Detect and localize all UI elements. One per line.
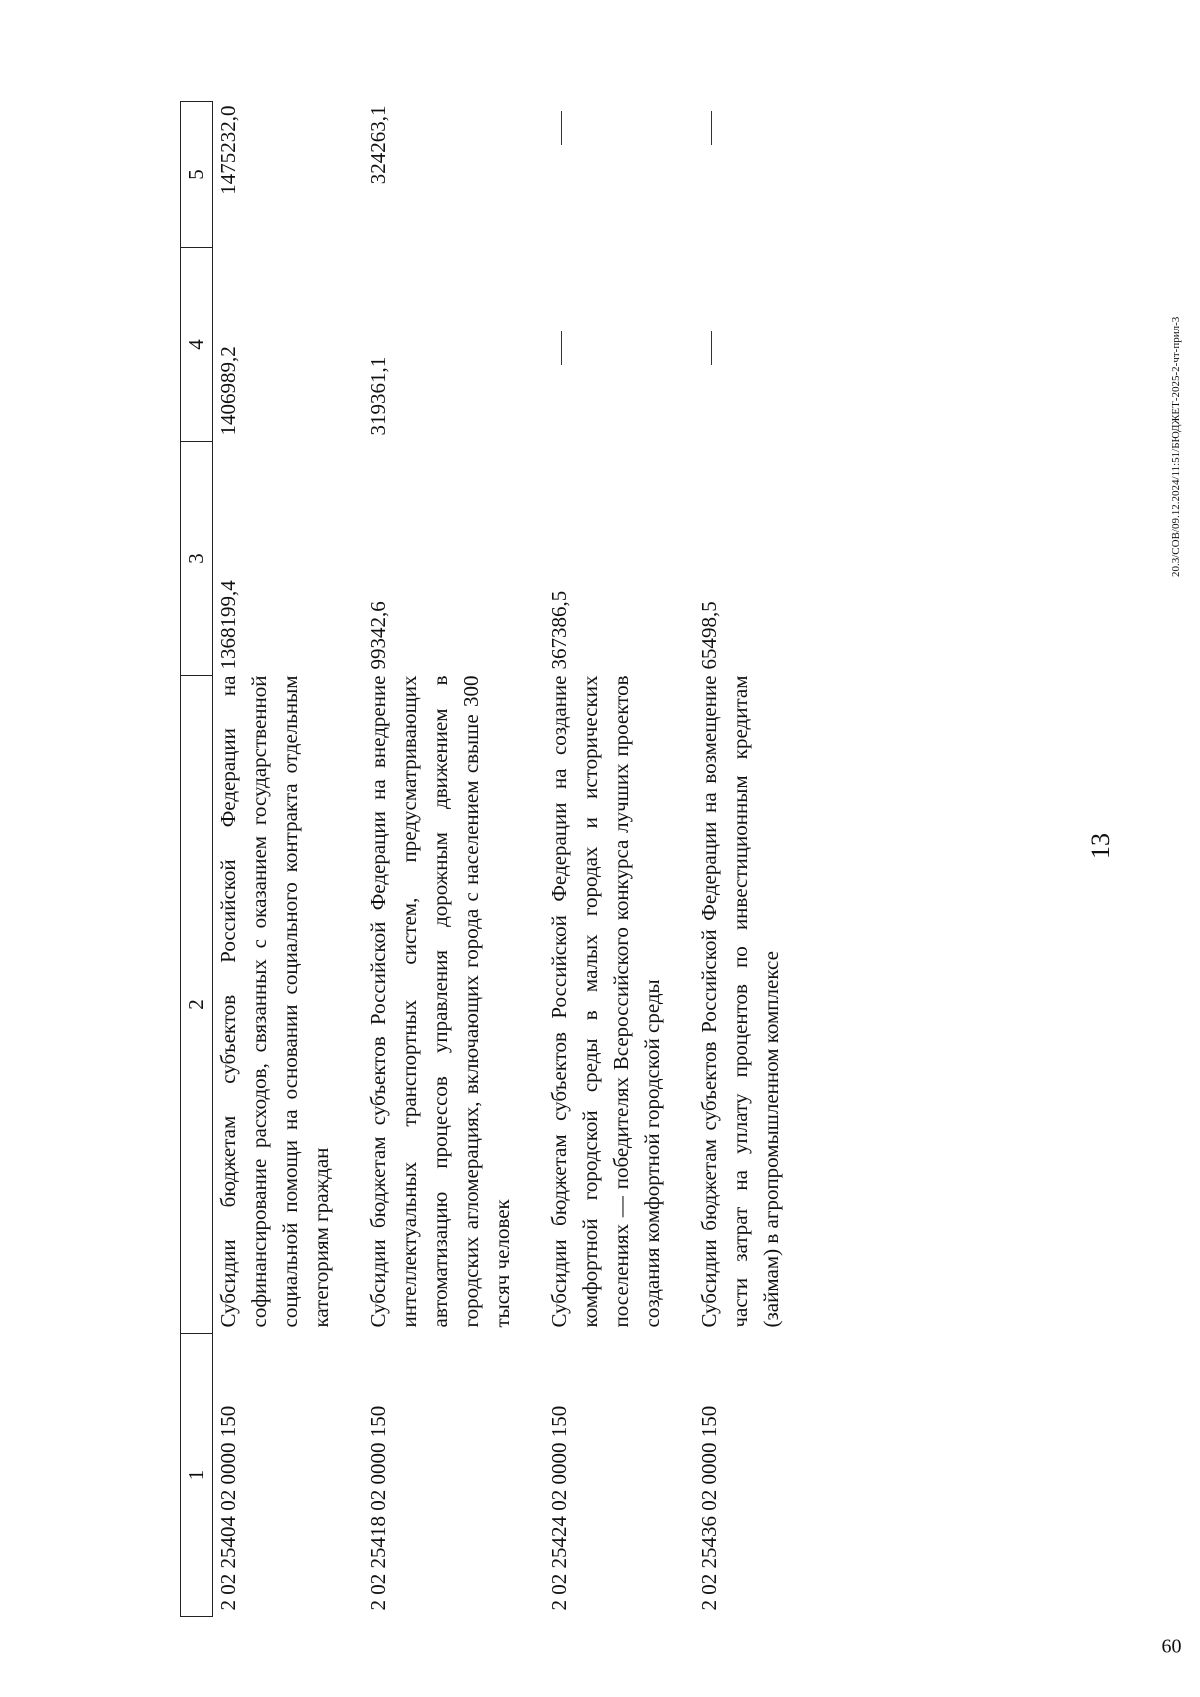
code-cell: 2 02 25436 02 0000 150 [697,1405,721,1611]
header-col-1: 1 [181,1334,213,1617]
value-col3-cell: 367386,5 [547,590,571,670]
value-col5-cell: 324263,1 [366,105,390,185]
footer-reference: 20.3/СОВ/09.12.2024/11:51/БЮДЖЕТ-2025-2-чт-прил-3 [1170,316,1182,577]
value-col3-cell: 99342,6 [366,601,390,670]
value-col5-cell: 1475232,0 [216,105,240,195]
value-col3-cell: 1368199,4 [216,580,240,670]
sheet-number: 60 [1161,1635,1182,1658]
table-row [694,102,813,1617]
value-col3-cell: 65498,5 [697,601,721,670]
value-col4-cell [694,248,813,442]
description-cell: Субсидии бюджетам субъектов Российской Федерации на возмещение части затрат на уплату процентов по инвестиционным кредитам (займам) в агропромышленном комплексе [697,675,783,1328]
table-row [213,102,364,1617]
empty-dash [561,332,562,366]
value-col4-cell: 1406989,2 [216,346,240,436]
empty-dash [711,332,712,366]
code-cell: 2 02 25404 02 0000 150 [216,1405,240,1611]
table-row [363,102,544,1617]
budget-table [180,101,813,1617]
code-cell: 2 02 25418 02 0000 150 [366,1405,390,1611]
value-col4-cell [544,248,694,442]
empty-dash [711,112,712,146]
value-col4-cell: 319361,1 [366,356,390,436]
code-cell: 2 02 25424 02 0000 150 [547,1405,571,1611]
header-col-3: 3 [181,442,213,676]
description-cell: Субсидии бюджетам субъектов Российской Федерации на внедрение интеллектуальных транспортных систем, предусматривающих автоматизацию процессов управления дорожным движением в городских агломерациях, включающих города с населением свыше 300 тысяч человек [366,675,514,1328]
table-header-row [181,102,213,1617]
table-row [544,102,694,1617]
header-col-2: 2 [181,676,213,1334]
value-col5-cell [694,102,813,248]
header-col-5: 5 [181,102,213,248]
description-cell: Субсидии бюджетам субъектов Российской Федерации на создание комфортной городской среды в малых городах и исторических поселениях — победителях Всероссийского конкурса лучших проектов создания комфортной городской среды [547,675,664,1328]
value-col5-cell [544,102,694,248]
description-cell: Субсидии бюджетам субъектов Российской Федерации на софинансирование расходов, связанных с оказанием государственной социальной помощи на основании социального контракта отдельным категориям граждан [216,675,333,1328]
page-number: 13 [1086,833,1115,859]
empty-dash [561,112,562,146]
header-col-4: 4 [181,248,213,442]
